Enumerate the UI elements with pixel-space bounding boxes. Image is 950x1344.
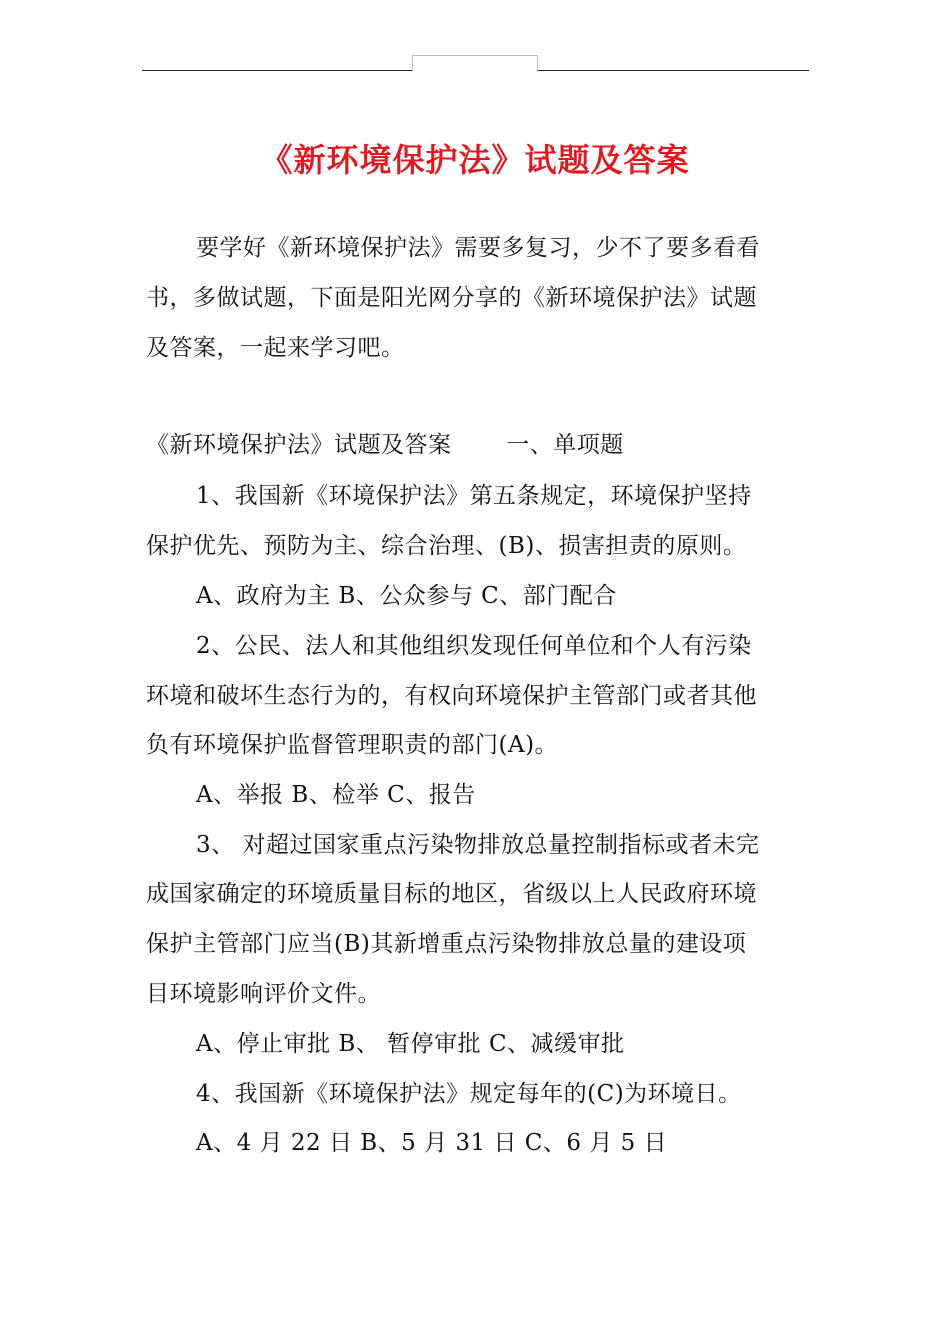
- question-line: 4、我国新《环境保护法》规定每年的(C)为环境日。: [196, 1081, 742, 1107]
- question-line: 目环境影响评价文件。: [146, 981, 381, 1007]
- question-line: 成国家确定的环境质量目标的地区，省级以上人民政府环境: [146, 881, 757, 907]
- answer-options: A、政府为主 B、公众参与 C、部门配合: [196, 583, 617, 609]
- intro-line: 要学好《新环境保护法》需要多复习，少不了要多看看: [196, 235, 760, 261]
- intro-line: 及答案，一起来学习吧。: [146, 335, 405, 361]
- question-line: 保护主管部门应当(B)其新增重点污染物排放总量的建设项: [146, 931, 747, 957]
- answer-options: A、举报 B、检举 C、报告: [196, 782, 476, 808]
- answer-options: A、4 月 22 日 B、5 月 31 日 C、6 月 5 日: [196, 1130, 668, 1156]
- section-heading: 《新环境保护法》试题及答案 一、单项题: [146, 432, 624, 458]
- question-line: 3、 对超过国家重点污染物排放总量控制指标或者未完: [196, 832, 760, 858]
- question-line: 负有环境保护监督管理职责的部门(A)。: [146, 732, 559, 758]
- intro-line: 书，多做试题，下面是阳光网分享的《新环境保护法》试题: [146, 285, 757, 311]
- question-line: 环境和破坏生态行为的，有权向环境保护主管部门或者其他: [146, 683, 757, 709]
- question-line: 2、公民、法人和其他组织发现任何单位和个人有污染: [196, 633, 752, 659]
- question-line: 1、我国新《环境保护法》第五条规定，环境保护坚持: [196, 483, 752, 509]
- page-title: 《新环境保护法》试题及答案: [260, 141, 690, 179]
- question-line: 保护优先、预防为主、综合治理、(B)、损害担责的原则。: [146, 533, 747, 559]
- header-tab: [412, 55, 538, 71]
- answer-options: A、停止审批 B、 暂停审批 C、减缓审批: [196, 1031, 625, 1057]
